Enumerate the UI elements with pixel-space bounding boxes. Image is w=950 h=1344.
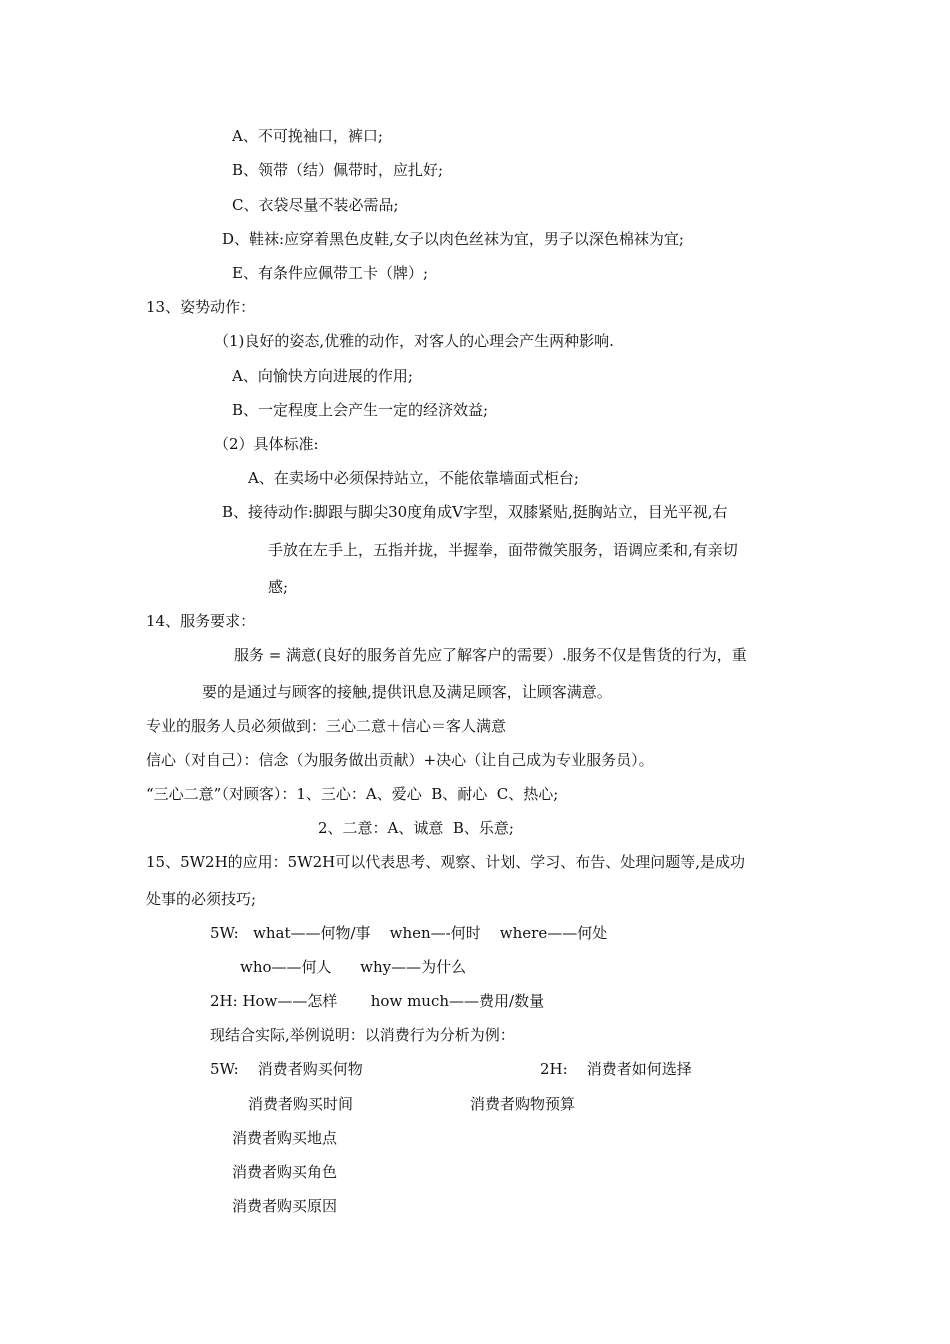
text-line: 5W: 消费者购买何物	[210, 1060, 363, 1078]
section-heading: 13、姿势动作：	[146, 298, 256, 316]
text-line: （2）具体标准:	[214, 435, 319, 453]
text-line: 2H: 消费者如何选择	[540, 1060, 692, 1078]
text-line: 2、二意：A、诚意 B、乐意;	[318, 819, 514, 837]
text-line: 消费者购买时间	[248, 1095, 354, 1113]
text-line: 服务 = 满意(良好的服务首先应了解客户的需要）.服务不仅是售货的行为，重	[234, 646, 747, 664]
text-line: 处事的必须技巧;	[146, 890, 257, 908]
text-line: “三心二意”（对顾客）：1、三心：A、爱心 B、耐心 C、热心;	[146, 785, 559, 803]
text-line: （1)良好的姿态,优雅的动作，对客人的心理会产生两种影响.	[214, 332, 614, 350]
text-line: B、一定程度上会产生一定的经济效益;	[232, 401, 489, 419]
text-line: A、向愉快方向进展的作用;	[232, 367, 413, 385]
text-line: 要的是通过与顾客的接触,提供讯息及满足顾客，让顾客满意。	[202, 683, 612, 701]
text-line: A、不可挽袖口，裤口;	[232, 127, 383, 145]
text-line: 2H: How——怎样 how much——费用/数量	[210, 992, 545, 1010]
text-line: C、衣袋尽量不装必需品;	[232, 196, 399, 214]
text-line: 消费者购买原因	[232, 1197, 338, 1215]
text-line: 信心（对自己）：信念（为服务做出贡献）+决心（让自己成为专业服务员）。	[146, 751, 654, 769]
text-line: 感;	[268, 578, 289, 596]
text-line: 专业的服务人员必须做到：三心二意＋信心＝客人满意	[146, 717, 507, 735]
section-heading: 15、5W2H的应用：5W2H可以代表思考、观察、计划、学习、布告、处理问题等,是成功	[146, 853, 746, 871]
text-line: 5W: what——何物/事 when—-何时 where——何处	[210, 924, 608, 942]
text-line: A、在卖场中必须保持站立，不能依靠墙面式柜台;	[248, 469, 579, 487]
text-line: 消费者购物预算	[470, 1095, 576, 1113]
section-heading: 14、服务要求：	[146, 612, 256, 630]
text-line: 手放在左手上，五指并拢，半握拳，面带微笑服务，语调应柔和,有亲切	[268, 541, 738, 559]
text-line: E、有条件应佩带工卡（牌）;	[232, 264, 429, 282]
text-line: D、鞋袜:应穿着黑色皮鞋,女子以肉色丝袜为宜，男子以深色棉袜为宜;	[222, 230, 684, 248]
text-line: B、接待动作:脚跟与脚尖30度角成V字型，双膝紧贴,挺胸站立，目光平视,右	[222, 503, 728, 521]
text-line: B、领带（结）佩带时，应扎好;	[232, 161, 444, 179]
text-line: 消费者购买角色	[232, 1163, 338, 1181]
text-line: 现结合实际,举例说明：以消费行为分析为例：	[210, 1026, 515, 1044]
text-line: 消费者购买地点	[232, 1129, 338, 1147]
text-line: who——何人 why——为什么	[240, 958, 467, 976]
